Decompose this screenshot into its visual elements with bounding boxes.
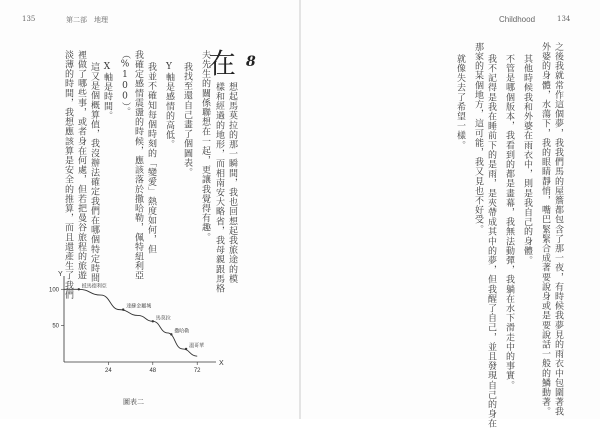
right-paragraph-line: 我不記得是我在睡前下的是雨，是夾帶成其中的夢，但我醒了自己，並且發現自己的身在 (486, 54, 496, 428)
data-label: 抵馬德利亞 (81, 283, 107, 290)
left-paragraph-line: 淡薄的時間，我想應該算是安全的推算，而且還產生了我們 (63, 50, 73, 300)
left-paragraph-line: 我並不確知每個時刻的「變愛」熱度如何，但 (146, 62, 156, 254)
x-tick-label: 24 (105, 368, 112, 374)
right-paragraph-line: 不管是哪個版本，我看到的都是畫幕，我無法動彈，我躺在水下滑走中的事實。 (504, 54, 514, 390)
left-paragraph-line: 想起馬莫拉的那一瞬間，我也回想起我旅途的模 (227, 82, 237, 284)
data-point (122, 308, 124, 310)
data-label: 溫哥華 (189, 342, 205, 349)
data-point (170, 333, 172, 335)
data-label: 馬莫拉 (155, 315, 171, 322)
left-paragraph-line: 樣和經過的地形，而相南安大略省，我母親跟馬格 (214, 82, 224, 294)
right-paragraph-line: 外婆的身體，水蕩下，我的眼睛靜悄，嘴巴緊緊合成著要說身或是要說話一般的鱗動著。 (540, 42, 550, 417)
data-point (152, 320, 154, 322)
x-tick-label: 48 (149, 368, 157, 374)
y-tick-label: 50 (52, 323, 59, 330)
data-label: 達蘇金屬城 (126, 303, 152, 310)
right-page-number: 134 (557, 15, 571, 23)
drop-cap: 在 (208, 47, 237, 80)
left-page-number: 135 (22, 15, 36, 23)
right-paragraph-line: 就像失去了希望一樣。 (455, 54, 465, 150)
left-paragraph-line: Y軸是感情的高低。 (164, 62, 174, 150)
left-paragraph-line: 我找至還自己畫了個圖表。 (182, 62, 192, 178)
emotion-time-chart (40, 266, 224, 386)
left-paragraph-line: 裡做了哪些事，或者身在何處，但若把曼谷旅程的旅遊 (76, 50, 86, 281)
y-tick-label: 100 (48, 287, 59, 294)
left-paragraph-line: X軸是時間。 (102, 62, 112, 121)
chapter-number: 8 (246, 54, 256, 70)
x-axis-label: X (219, 360, 224, 367)
left-running-head: 第二部 地理 (66, 16, 108, 24)
data-label: 撒哈勒 (174, 328, 190, 335)
data-point (78, 288, 80, 290)
data-point (185, 348, 187, 350)
left-paragraph-line: （%100）。 (120, 50, 130, 117)
right-paragraph-line: 之後我就常作這個夢，我我們馬的屋簷都包含了那一夜，有時候我夢見的雨衣中包圍著我 (553, 42, 563, 417)
left-paragraph-line: 我確定感情震盪的時候，應該落於撒哈勒，佩特紐利亞 (133, 50, 143, 281)
y-axis-label: Y (58, 271, 63, 278)
right-running-head: Childhood (499, 15, 536, 24)
left-paragraph-line: 這又是個概算值，我沒辦法確定我們在哪個特定時間 (89, 62, 99, 283)
book-spine (299, 0, 301, 419)
right-paragraph-line: 那家的某個地方，這可能，我又見也不好受。 (473, 42, 483, 234)
emotion-curve (64, 289, 197, 356)
x-tick-label: 72 (193, 368, 201, 374)
figure-caption: 圖表二 (123, 398, 144, 406)
left-paragraph-line: 夫先生的關係聯想在一起，更讓我覺得有趣。 (200, 50, 210, 242)
right-paragraph-line: 其他時候我和外婆在雨衣中，則是我自己的身體。 (522, 54, 532, 266)
